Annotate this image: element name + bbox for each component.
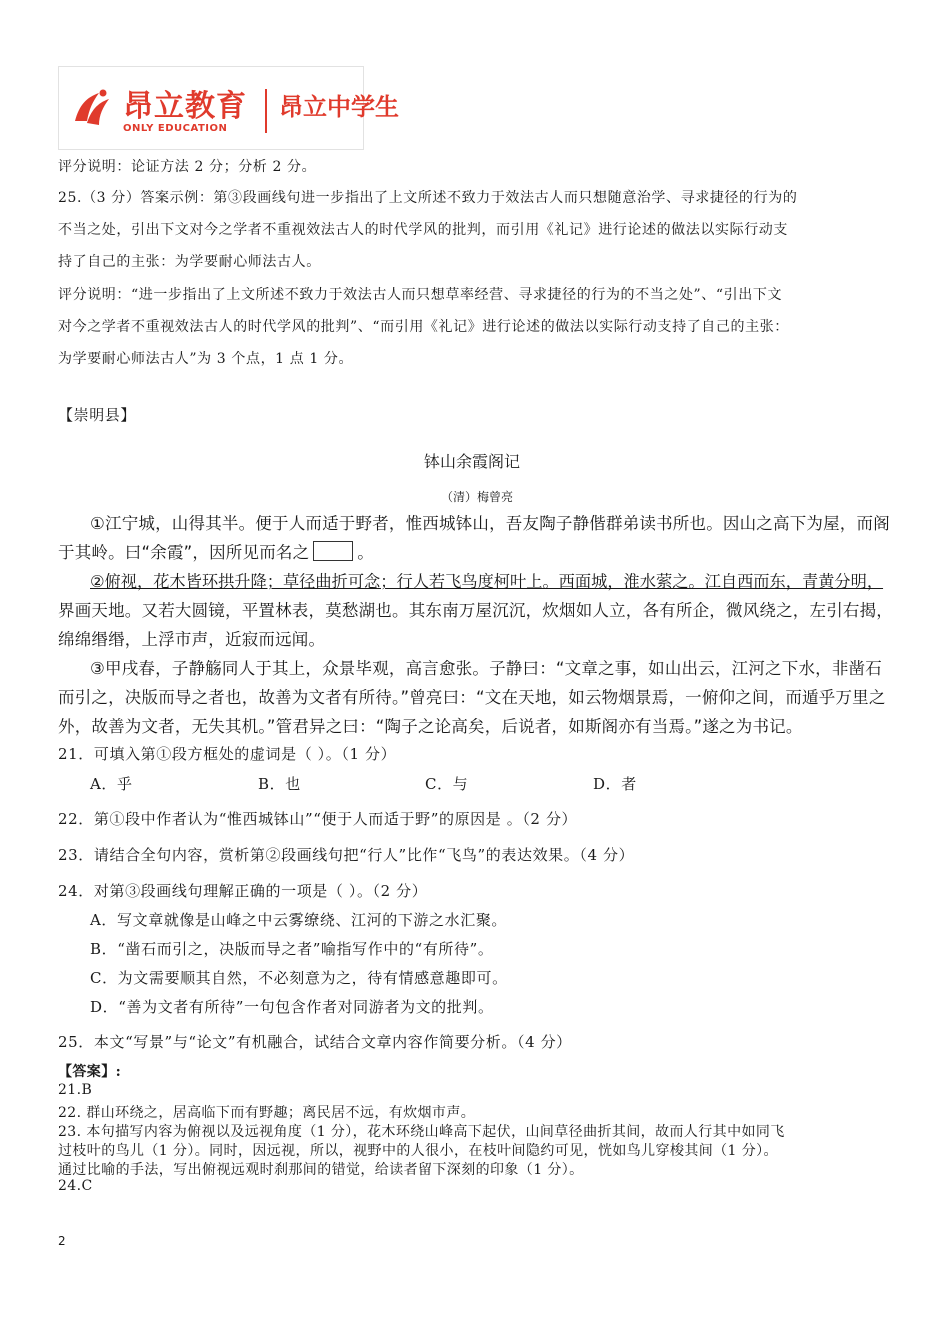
underlined-sentence: ②俯视，花木皆环拱升降；草径曲折可念；行人若飞鸟度柯叶上。西面城，淮水萦之。江自西而东，青黄分明， [90, 572, 884, 591]
question-21-option-a: A．乎 [90, 775, 133, 793]
essay-p2-line-3: 绵绵缗缗，上浮市声，近寂而远闻。 [58, 630, 326, 649]
answers-heading: 【答案】: [58, 1064, 122, 1080]
answer-25-line-1: 25.（3 分）答案示例：第③段画线句进一步指出了上文所述不致力于效法古人而只想随意治学、寻求捷径的行为的 [58, 190, 798, 206]
essay-p3-line-1: ③甲戌春，子静觞同人于其上，众景毕观，高言愈张。子静曰：“文章之事，如山出云，江河之下水，非凿石 [90, 659, 882, 678]
scoring-note-2-line-2: 对今之学者不重视效法古人的时代学风的批判”、“而引用《礼记》进行论述的做法以实际行动支持了自己的主张： [58, 319, 789, 335]
logo [58, 66, 399, 150]
question-21-option-d: D．者 [593, 775, 637, 793]
question-24-option-d: D．“善为文者有所待”一句包含作者对同游者为文的批判。 [90, 998, 494, 1016]
scoring-note-2-line-1: 评分说明：“进一步指出了上文所述不致力于效法古人而只想草率经营、寻求捷径的行为的不当之处”、“引出下文 [58, 287, 783, 303]
scoring-note-1: 评分说明：论证方法 2 分；分析 2 分。 [58, 159, 317, 175]
question-23: 23．请结合全句内容，赏析第②段画线句把“行人”比作“飞鸟”的表达效果。（4 分） [58, 846, 635, 864]
essay-p1-line-2-text: 于其岭。曰“余霞”，因所见而名之 [58, 543, 310, 562]
answer-22: 22. 群山环绕之，居高临下而有野趣；离民居不远，有炊烟市声。 [58, 1105, 476, 1121]
question-25: 25．本文“写景”与“论文”有机融合，试结合文章内容作简要分析。（4 分） [58, 1033, 572, 1051]
question-24: 24．对第③段画线句理解正确的一项是（ ）。（2 分） [58, 882, 428, 900]
essay-p1-line-1: ①江宁城，山得其半。便于人而适于野者，惟西城钵山，吾友陶子静偕群弟读书所也。因山之高下为屋，而阁 [90, 514, 890, 533]
answer-23-line-3: 通过比喻的手法，写出俯视远观时刹那间的错觉，给读者留下深刻的印象（1 分）。 [58, 1162, 584, 1178]
question-21-option-c: C．与 [425, 775, 469, 793]
page-number: 2 [58, 1234, 66, 1248]
answer-23-line-2: 过枝叶的鸟儿（1 分）。同时，因远视，所以，视野中的人很小，在枝叶间隐约可见，恍如鸟儿穿梭其间（1 分）。 [58, 1143, 778, 1159]
answer-25-line-2: 不当之处，引出下文对今之学者不重视效法古人的时代学风的批判，而引用《礼记》进行论述的做法以实际行动支 [58, 222, 788, 238]
question-22: 22．第①段中作者认为“惟西城钵山”“便于人而适于野”的原因是 。（2 分） [58, 810, 578, 828]
question-24-option-b: B．“凿石而引之，决版而导之者”喻指写作中的“有所待”。 [90, 940, 494, 958]
question-24-option-c: C．为文需要顺其自然，不必刻意为之，待有情感意趣即可。 [90, 969, 508, 987]
essay-p2-line-1 [90, 568, 883, 592]
answer-25-line-3: 持了自己的主张：为学要耐心师法古人。 [58, 254, 321, 270]
fill-in-box [313, 541, 353, 561]
question-21-option-b: B．也 [258, 775, 301, 793]
essay-p3-line-3: 外，故善为文者，无失其机。”管君异之曰：“陶子之论高矣，后说者，如斯阁亦有当焉。”遂之为书记。 [58, 717, 803, 736]
scoring-note-2-line-3: 为学要耐心师法古人”为 3 个点，1 点 1 分。 [58, 351, 354, 367]
logo-brand-en: ONLY EDUCATION [123, 123, 228, 134]
logo-sub-cn: 昂立中学生 [279, 93, 399, 121]
answer-23-line-1: 23. 本句描写内容为俯视以及远视角度（1 分），花木环绕山峰高下起伏，山间草径曲折其间，故而人行其中如同飞 [58, 1124, 785, 1140]
question-21: 21．可填入第①段方框处的虚词是（ ）。（1 分） [58, 745, 397, 763]
essay-p1-line-2-end: 。 [357, 543, 374, 562]
question-24-option-a: A．写文章就像是山峰之中云雾缭绕、江河的下游之水汇聚。 [90, 911, 508, 929]
logo-brand-cn: 昂立教育 [123, 89, 247, 124]
answer-24: 24.C [58, 1178, 93, 1194]
essay-p1-line-2 [58, 539, 374, 563]
only-education-logo-icon [69, 87, 113, 129]
logo-divider [265, 89, 267, 133]
essay-title: 钵山余霞阁记 [424, 452, 521, 471]
essay-p3-line-2: 而引之，决版而导之者也，故善为文者有所待。”曾亮曰：“文在天地，如云物烟景焉，一俯仰之间，而遁乎万里之 [58, 688, 886, 707]
answer-21: 21.B [58, 1082, 93, 1098]
section-heading: 【崇明县】 [58, 406, 137, 424]
essay-author: （清）梅曾亮 [441, 490, 514, 504]
essay-p2-line-2: 界画天地。又若大圆镜，平置林表，莫愁湖也。其东南万屋沉沉，炊烟如人立，各有所企，微风绕之，左引右揭， [58, 601, 893, 620]
